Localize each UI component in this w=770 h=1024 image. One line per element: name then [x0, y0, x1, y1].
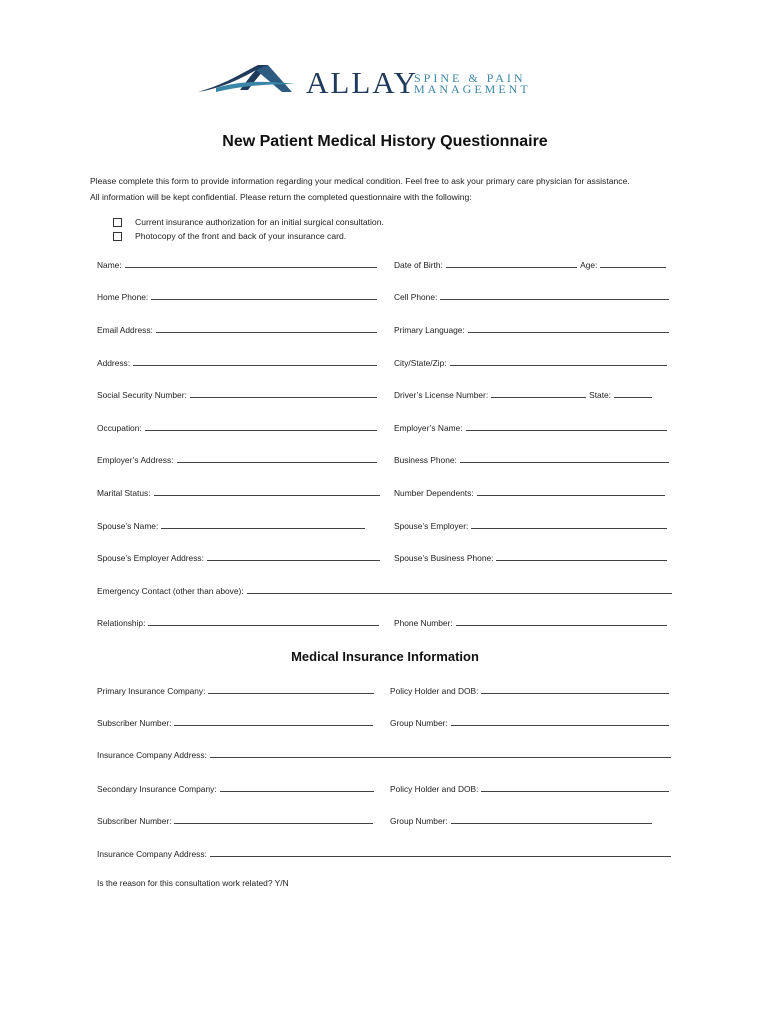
employer-name-input-line[interactable] [466, 422, 667, 431]
field-label: Business Phone: [394, 455, 457, 465]
address-field[interactable] [97, 357, 377, 368]
company-logo [196, 62, 576, 102]
checklist-label: Current insurance authorization for an initial surgical consultation. [135, 217, 384, 227]
language-field[interactable] [394, 324, 669, 335]
field-label: Name: [97, 260, 122, 270]
field-label: Relationship: [97, 618, 146, 628]
intro-line-1: Please complete this form to provide information regarding your medical condition. Feel free to ask your primary care physician for assistance. [90, 176, 630, 186]
dependents-field[interactable] [394, 487, 665, 498]
policy-holder-2-field[interactable] [390, 783, 669, 794]
phone-number-input-line[interactable] [456, 617, 667, 626]
spouse-employer-address-input-line[interactable] [207, 552, 380, 561]
insurance-address-1-field[interactable] [97, 749, 671, 760]
email-input-line[interactable] [156, 324, 377, 333]
relationship-input-line[interactable] [148, 617, 379, 626]
field-label: Insurance Company Address: [97, 750, 207, 760]
field-label: Employer’s Name: [394, 423, 463, 433]
secondary-insurance-field[interactable] [97, 783, 374, 794]
checklist-label: Photocopy of the front and back of your insurance card. [135, 231, 347, 241]
field-label: Occupation: [97, 423, 142, 433]
subscriber-2-input-line[interactable] [174, 815, 373, 824]
primary-insurance-input-line[interactable] [208, 685, 374, 694]
field-label: Home Phone: [97, 292, 149, 302]
field-label: Spouse’s Business Phone: [394, 553, 494, 563]
field-label: Marital Status: [97, 488, 151, 498]
field-label: Subscriber Number: [97, 816, 172, 826]
subscriber-2-field[interactable] [97, 815, 373, 826]
home-phone-input-line[interactable] [151, 291, 377, 300]
field-label: Emergency Contact (other than above): [97, 586, 244, 596]
logo-mountain-icon [196, 62, 306, 96]
ssn-field[interactable] [97, 389, 377, 400]
field-label: Phone Number: [394, 618, 453, 628]
marital-input-line[interactable] [154, 487, 380, 496]
name-input-line[interactable] [125, 259, 377, 268]
subscriber-1-field[interactable] [97, 717, 373, 728]
field-label: Social Security Number: [97, 390, 187, 400]
employer-address-input-line[interactable] [177, 454, 378, 463]
spouse-employer-address-field[interactable] [97, 552, 380, 563]
city-input-line[interactable] [450, 357, 667, 366]
field-label: Spouse’s Employer: [394, 521, 469, 531]
field-label: Secondary Insurance Company: [97, 784, 217, 794]
city-state-zip-field[interactable] [394, 357, 667, 368]
logo-brand-text: ALLAY [306, 65, 419, 100]
emergency-contact-field[interactable] [97, 585, 672, 596]
home-phone-field[interactable] [97, 291, 377, 302]
dependents-input-line[interactable] [477, 487, 665, 496]
insurance-address-1-input-line[interactable] [210, 749, 671, 758]
group-2-input-line[interactable] [451, 815, 652, 824]
cell-phone-field[interactable] [394, 291, 669, 302]
field-label: Policy Holder and DOB: [390, 784, 479, 794]
spouse-business-phone-input-line[interactable] [496, 552, 667, 561]
group-1-field[interactable] [390, 717, 669, 728]
business-phone-field[interactable] [394, 454, 669, 465]
occupation-input-line[interactable] [145, 422, 377, 431]
subscriber-1-input-line[interactable] [174, 717, 373, 726]
primary-insurance-field[interactable] [97, 685, 374, 696]
field-label: Address: [97, 358, 131, 368]
field-label: Insurance Company Address: [97, 849, 207, 859]
field-label: Email Address: [97, 325, 153, 335]
email-field[interactable] [97, 324, 377, 335]
page-title: New Patient Medical History Questionnaire [222, 133, 548, 150]
license-state-field[interactable] [394, 389, 652, 400]
field-label: Subscriber Number: [97, 718, 172, 728]
policy-holder-2-input-line[interactable] [481, 783, 669, 792]
intro-text [90, 173, 710, 205]
phone-number-field[interactable] [394, 617, 667, 628]
insurance-address-2-input-line[interactable] [210, 848, 671, 857]
field-label: Primary Insurance Company: [97, 686, 206, 696]
ssn-input-line[interactable] [190, 389, 377, 398]
age-input-line[interactable] [600, 259, 666, 268]
checkbox-authorization[interactable] [113, 218, 122, 227]
insurance-address-2-field[interactable] [97, 848, 671, 859]
cell-phone-input-line[interactable] [440, 291, 669, 300]
license-input-line[interactable] [491, 389, 586, 398]
work-related-question[interactable]: Is the reason for this consultation work related? Y/N [97, 878, 289, 888]
logo-tagline-2: MANAGEMENT [414, 82, 531, 96]
group-1-input-line[interactable] [451, 717, 669, 726]
field-label: Spouse’s Name: [97, 521, 159, 531]
employer-name-field[interactable] [394, 422, 667, 433]
field-label: Primary Language: [394, 325, 465, 335]
spouse-name-field[interactable] [97, 520, 365, 531]
secondary-insurance-input-line[interactable] [220, 783, 374, 792]
name-field[interactable] [97, 259, 377, 270]
spouse-business-phone-field[interactable] [394, 552, 667, 563]
field-label: Spouse’s Employer Address: [97, 553, 204, 563]
field-label: Number Dependents: [394, 488, 474, 498]
employer-address-field[interactable] [97, 454, 377, 465]
field-label: Date of Birth: [394, 260, 443, 270]
address-input-line[interactable] [133, 357, 377, 366]
field-label: State: [589, 390, 612, 400]
dob-age-field[interactable] [394, 259, 666, 270]
field-label: Group Number: [390, 816, 448, 826]
spouse-name-input-line[interactable] [161, 520, 365, 529]
language-input-line[interactable] [468, 324, 669, 333]
policy-holder-1-input-line[interactable] [481, 685, 669, 694]
field-label: Driver’s License Number: [394, 390, 489, 400]
relationship-field[interactable] [97, 617, 379, 628]
spouse-employer-input-line[interactable] [471, 520, 667, 529]
field-label: Cell Phone: [394, 292, 438, 302]
marital-status-field[interactable] [97, 487, 380, 498]
field-label: Policy Holder and DOB: [390, 686, 479, 696]
insurance-section-heading: Medical Insurance Information [291, 649, 479, 664]
checkbox-insurance-card[interactable] [113, 232, 122, 241]
state-input-line[interactable] [614, 389, 652, 398]
occupation-field[interactable] [97, 422, 377, 433]
policy-holder-1-field[interactable] [390, 685, 669, 696]
field-label: Employer’s Address: [97, 455, 174, 465]
field-label: Age: [580, 260, 598, 270]
dob-input-line[interactable] [446, 259, 577, 268]
logo-tagline-1: SPINE & PAIN [414, 71, 526, 85]
business-phone-input-line[interactable] [460, 454, 669, 463]
field-label: City/State/Zip: [394, 358, 447, 368]
intro-line-2: All information will be kept confidential. Please return the completed questionnaire with the following: [90, 192, 472, 202]
group-2-field[interactable] [390, 815, 652, 826]
emergency-input-line[interactable] [247, 585, 672, 594]
field-label: Group Number: [390, 718, 448, 728]
spouse-employer-field[interactable] [394, 520, 667, 531]
